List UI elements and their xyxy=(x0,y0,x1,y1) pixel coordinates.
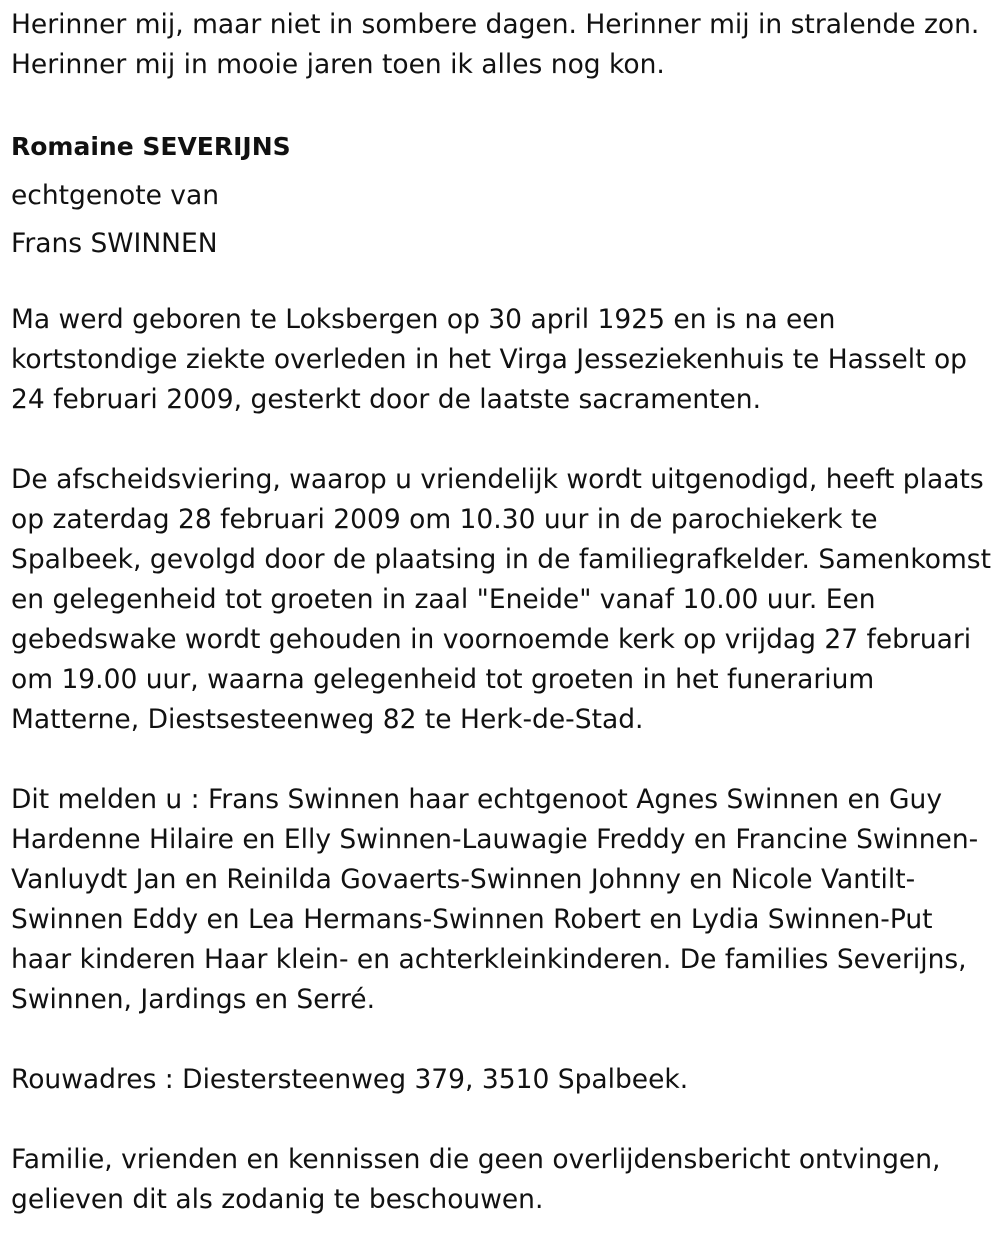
text-line: kortstondige ziekte overleden in het Virga Jesseziekenhuis te Hasselt op xyxy=(11,344,968,375)
text-line: Spalbeek, gevolgd door de plaatsing in de familiegrafkelder. Samenkomst xyxy=(11,544,991,575)
text-line: De afscheidsviering, waarop u vriendelijk wordt uitgenodigd, heeft plaats xyxy=(11,464,984,495)
spouse-name: Frans SWINNEN xyxy=(11,228,218,259)
text-line: Ma werd geboren te Loksbergen op 30 april 1925 en is na een xyxy=(11,304,836,335)
obituary-document xyxy=(11,5,996,1220)
text-line: op zaterdag 28 februari 2009 om 10.30 uur in de parochiekerk te xyxy=(11,504,878,535)
text-line: gebedswake wordt gehouden in voornoemde kerk op vrijdag 27 februari xyxy=(11,624,972,655)
text-line: Matterne, Diestsesteenweg 82 te Herk-de-Stad. xyxy=(11,704,644,735)
text-line: gelieven dit als zodanig te beschouwen. xyxy=(11,1184,544,1215)
ceremony-paragraph xyxy=(11,460,996,740)
text-line: Swinnen, Jardings en Serré. xyxy=(11,984,376,1015)
text-line: om 19.00 uur, waarna gelegenheid tot groeten in het funerarium xyxy=(11,664,875,695)
family-paragraph xyxy=(11,780,996,1020)
poem-line: Herinner mij in mooie jaren toen ik alles nog kon. xyxy=(11,49,665,80)
text-line: Dit melden u : Frans Swinnen haar echtgenoot Agnes Swinnen en Guy xyxy=(11,784,943,815)
relation-text: echtgenote van xyxy=(11,180,220,211)
address-paragraph: Rouwadres : Diestersteenweg 379, 3510 Spalbeek. xyxy=(11,1064,689,1095)
text-line: Familie, vrienden en kennissen die geen overlijdensbericht ontvingen, xyxy=(11,1144,941,1175)
text-line: Swinnen Eddy en Lea Hermans-Swinnen Robert en Lydia Swinnen-Put xyxy=(11,904,933,935)
text-line: Hardenne Hilaire en Elly Swinnen-Lauwagie Freddy en Francine Swinnen- xyxy=(11,824,979,855)
deceased-name: Romaine SEVERIJNS xyxy=(11,132,291,161)
text-line: 24 februari 2009, gesterkt door de laatste sacramenten. xyxy=(11,384,762,415)
birth-death-paragraph xyxy=(11,300,996,420)
text-line: Vanluydt Jan en Reinilda Govaerts-Swinnen Johnny en Nicole Vantilt- xyxy=(11,864,916,895)
text-line: en gelegenheid tot groeten in zaal "Eneide" vanaf 10.00 uur. Een xyxy=(11,584,876,615)
text-line: haar kinderen Haar klein- en achterkleinkinderen. De families Severijns, xyxy=(11,944,967,975)
poem-paragraph xyxy=(11,5,996,85)
poem-line: Herinner mij, maar niet in sombere dagen. Herinner mij in stralende zon. xyxy=(11,9,980,40)
closing-paragraph xyxy=(11,1140,996,1220)
